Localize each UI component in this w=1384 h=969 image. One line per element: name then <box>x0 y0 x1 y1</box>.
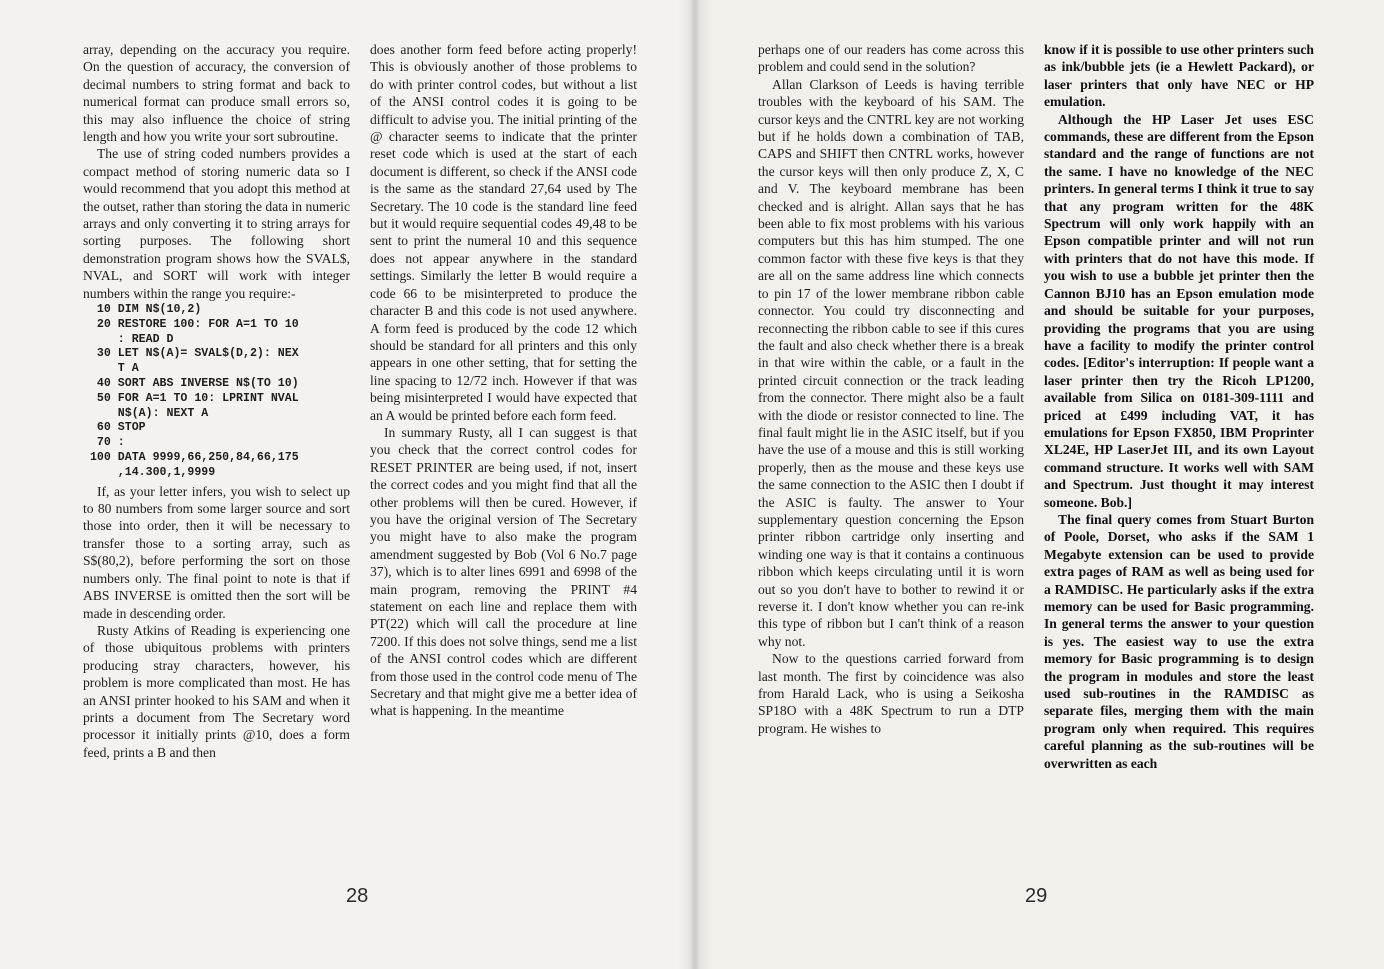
page-number: 28 <box>346 885 369 907</box>
paragraph: The final query comes from Stuart Burton of Poole, Dorset, who asks if the SAM 1 Megabyte extension can be used to provide extra pages of RAM as well as being used for a RAMDISC. He particularly asks if the extra memory can be used for Basic programming. In general terms the answer to your question is yes. The easiest way to use the extra memory for Basic programming is to design the program in modules and store the least used sub-routines in the RAMDISC as separate files, merging them with the main program only when required. This requires careful planning as the sub-routines will be overwritten as each <box>1044 511 1314 771</box>
page-number: 29 <box>1025 885 1048 907</box>
text-column-1 <box>83 41 350 761</box>
paragraph: If, as your letter infers, you wish to select up to 80 numbers from some larger source and sort those into order, then it will be necessary to transfer those to a sorting array, such as S$(80,2), before performing the sort on those numbers only. The final point to note is that if ABS INVERSE is omitted then the sort will be made in descending order. <box>83 483 350 621</box>
text-column-4 <box>1044 41 1314 772</box>
code-listing: 10 DIM N$(10,2) 20 RESTORE 100: FOR A=1 TO 10 : READ D 30 LET N$(A)= SVAL$(D,2): NEX T A 40 SORT ABS INVERSE N$(TO 10) 50 FOR A=1 TO 10: LPRINT NVAL N$(A): NEXT A 60 STOP 70 : 100 DATA 9999,66,250,84,66,175 ,14.300,1,9999 <box>89 303 299 479</box>
paragraph: Although the HP Laser Jet uses ESC commands, these are different from the Epson standard and the range of functions are not the same. I have no knowledge of the NEC printers. In general terms I think it true to say that any program written for the 48K Spectrum will only work happily with an Epson compatible printer and will not run with printers that do not have this mode. If you wish to use a bubble jet printer then the Cannon BJ10 has an Epson emulation mode and should be suitable for your purposes, providing the programs that you are using have a facility to modify the printer control codes. [Editor's interruption: If people want a laser printer then try the Ricoh LP1200, available from Silica on 0181-309-1111 and priced at £499 including VAT, it has emulations for Epson FX850, IBM Proprinter XL24E, HP LaserJet III, and its own Layout command structure. It works well with SAM and Spectrum. Just thought it may interest someone. Bob.] <box>1044 111 1314 510</box>
paragraph: does another form feed before acting properly! This is obviously another of those problems to do with printer control codes, but without a list of the ANSI control codes it is going to be difficult to advise you. The initial printing of the @ character seems to indicate that the printer reset code which is used at the start of each document is different, so check if the ANSI code is the same as the standard 27,64 used by The Secretary. The 10 code is the standard line feed but it would require sequential codes 49,48 to be sent to print the numeral 10 and this sequence does not appear anywhere in the standard settings. Similarly the letter B would require a code 66 to be misinterpreted to produce the character B and this code is not used anywhere. A form feed is produced by the code 12 which should be standard for all printers and this only appears in one other setting, that for setting the line spacing to 12/72 inch. However if that was being misinterpreted I would have expected that an A would be printed before each form feed. <box>370 42 637 423</box>
paragraph: The use of string coded numbers provides a compact method of storing numeric data so I would recommend that you adopt this method at the outset, rather than storing the data in numeric arrays and only converting it to string arrays for sorting purposes. The following short demonstration program shows how the SVAL$, NVAL, and SORT will work with integer numbers within the range you require:- <box>83 146 350 301</box>
paragraph: Rusty Atkins of Reading is experiencing one of those ubiquitous problems with printers producing stray characters, however, his problem is more complicated than most. He has an ANSI printer hooked to his SAM and when it prints a document from The Secretary word processor it initially prints @10, does a form feed, prints a B and then <box>83 622 350 760</box>
text-column-2 <box>370 41 637 720</box>
paragraph: array, depending on the accuracy you require. On the question of accuracy, the conversion of decimal numbers to string format and back to numerical format can produce small errors so, this may also influence the choice of string length and how you write your sort subroutine. <box>83 42 350 145</box>
paragraph: know if it is possible to use other printers such as ink/bubble jets (ie a Hewlett Packard), or laser printers that only have NEC or HP emulation. <box>1044 42 1314 110</box>
paragraph: perhaps one of our readers has come across this problem and could send in the solution? <box>758 42 1024 75</box>
paragraph: Allan Clarkson of Leeds is having terrible troubles with the keyboard of his SAM. The cursor keys and the CNTRL key are not working but if he holds down a combination of TAB, CAPS and SHIFT then CNTRL works, however the cursor keys will then only produce Z, X, C and V. The keyboard membrane has been checked and is alright. Allan says that he has been able to fix most problems with his various computers but this has him stumped. The one common factor with these five keys is that they are all on the same address line which connects to pin 17 of the lower membrane ribbon cable connector. You could try disconnecting and reconnecting the ribbon cable to see if this cures the fault and also check whether there is a break in that wire within the cable, or a fault in the printed circuit connection or the track leading from the connector. There might also be a fault with the diode or resistor connected to line. The final fault might lie in the ASIC itself, but if you have the use of a mouse and this is still working properly, then as the mouse and these keys use the same connection to the ASIC then I doubt if the ASIC is faulty. The answer to Your supplementary question concerning the Epson printer ribbon cartridge only inserting and winding one way is that it contains a continuous ribbon which keeps circulating until it is worn out so you don't have to bother to rewind it or reverse it. I don't know whether you can re-ink this type of ribbon but I can't think of a reason why not. <box>758 76 1024 649</box>
paragraph: Now to the questions carried forward from last month. The first by coincidence was also from Harald Lack, who is using a Seikosha SP18O with a 48K Spectrum to run a DTP program. He wishes to <box>758 651 1024 736</box>
book-spine-shadow <box>678 0 712 969</box>
paragraph: In summary Rusty, all I can suggest is that you check that the correct control codes for RESET PRINTER are being used, if not, insert the correct codes and you might find that all the other problems will then be cured. However, if you have the original version of The Secretary you might have to also make the program amendment suggested by Bob (Vol 6 No.7 page 37), which is to alter lines 6991 and 6998 of the main program, removing the PRINT #4 statement on each line and replace them with PT(22) which will call the procedure at line 7200. If this does not solve things, send me a list of the ANSI control codes which are different from those used in the control code menu of The Secretary and that might give me a better idea of what is happening. In the meantime <box>370 424 637 719</box>
text-column-3 <box>758 41 1024 737</box>
